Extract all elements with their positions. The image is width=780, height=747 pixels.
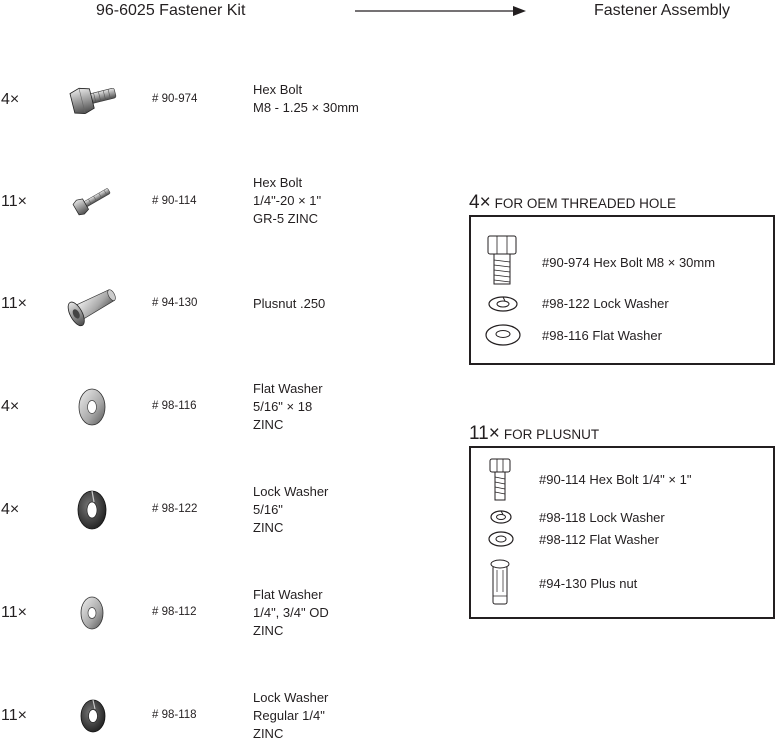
lock-washer-icon xyxy=(488,509,514,525)
item-qty: 11× xyxy=(1,193,27,210)
assembly-item-label: #98-112 Flat Washer xyxy=(539,532,659,547)
arrow-right-icon xyxy=(355,4,527,18)
assembly-title: Fastener Assembly xyxy=(594,2,731,19)
assembly-heading xyxy=(469,423,599,445)
assembly-title: FOR PLUSNUT xyxy=(503,427,600,442)
plusnut-icon xyxy=(486,556,514,612)
assembly-heading xyxy=(469,192,676,214)
item-qty: 4× xyxy=(1,398,20,415)
flat-washer-icon xyxy=(76,594,108,632)
part-number: # 94-130 xyxy=(152,297,198,309)
lock-washer-icon xyxy=(76,697,110,735)
assembly-title: FOR OEM THREADED HOLE xyxy=(494,196,676,211)
item-qty: 11× xyxy=(1,604,27,621)
hex-bolt-icon xyxy=(68,80,120,118)
part-number: # 90-974 xyxy=(152,93,198,105)
item-qty: 11× xyxy=(1,707,27,724)
small-bolt-icon xyxy=(486,456,514,504)
part-number: # 98-116 xyxy=(152,400,197,412)
item-qty: 4× xyxy=(1,501,20,518)
item-description: Lock Washer 5/16" ZINC xyxy=(253,484,329,535)
item-qty: 4× xyxy=(1,91,20,108)
item-description: Plusnut .250 xyxy=(253,296,326,311)
part-number: # 98-112 xyxy=(152,606,197,618)
item-description: Flat Washer 5/16" × 18 ZINC xyxy=(253,381,323,432)
assembly-qty: 4× xyxy=(469,192,491,213)
lock-washer-icon xyxy=(486,294,520,314)
assembly-qty: 11× xyxy=(469,423,500,444)
item-description: Hex Bolt 1/4"-20 × 1" GR-5 ZINC xyxy=(253,175,322,226)
hex-bolt-icon xyxy=(484,232,520,288)
plusnut-icon xyxy=(62,282,124,328)
part-number: # 90-114 xyxy=(152,195,197,207)
item-description: Lock Washer Regular 1/4" ZINC xyxy=(253,690,329,741)
flat-washer-icon xyxy=(484,322,522,348)
assembly-item-label: #98-122 Lock Washer xyxy=(542,296,669,311)
flat-washer-icon xyxy=(74,386,110,428)
assembly-item-label: #94-130 Plus nut xyxy=(539,576,638,591)
part-number: # 98-118 xyxy=(152,709,197,721)
assembly-item-label: #90-974 Hex Bolt M8 × 30mm xyxy=(542,255,716,270)
small-bolt-icon xyxy=(70,184,116,218)
flat-washer-icon xyxy=(486,530,516,548)
item-qty: 11× xyxy=(1,295,27,312)
part-number: # 98-122 xyxy=(152,503,198,515)
lock-washer-icon xyxy=(72,488,112,532)
item-description: Flat Washer 1/4", 3/4" OD ZINC xyxy=(253,587,329,638)
item-description: Hex Bolt M8 - 1.25 × 30mm xyxy=(253,82,359,115)
kit-title: 96-6025 Fastener Kit xyxy=(96,2,246,19)
assembly-item-label: #90-114 Hex Bolt 1/4" × 1" xyxy=(539,472,692,487)
assembly-item-label: #98-116 Flat Washer xyxy=(542,328,662,343)
assembly-item-label: #98-118 Lock Washer xyxy=(539,510,665,525)
